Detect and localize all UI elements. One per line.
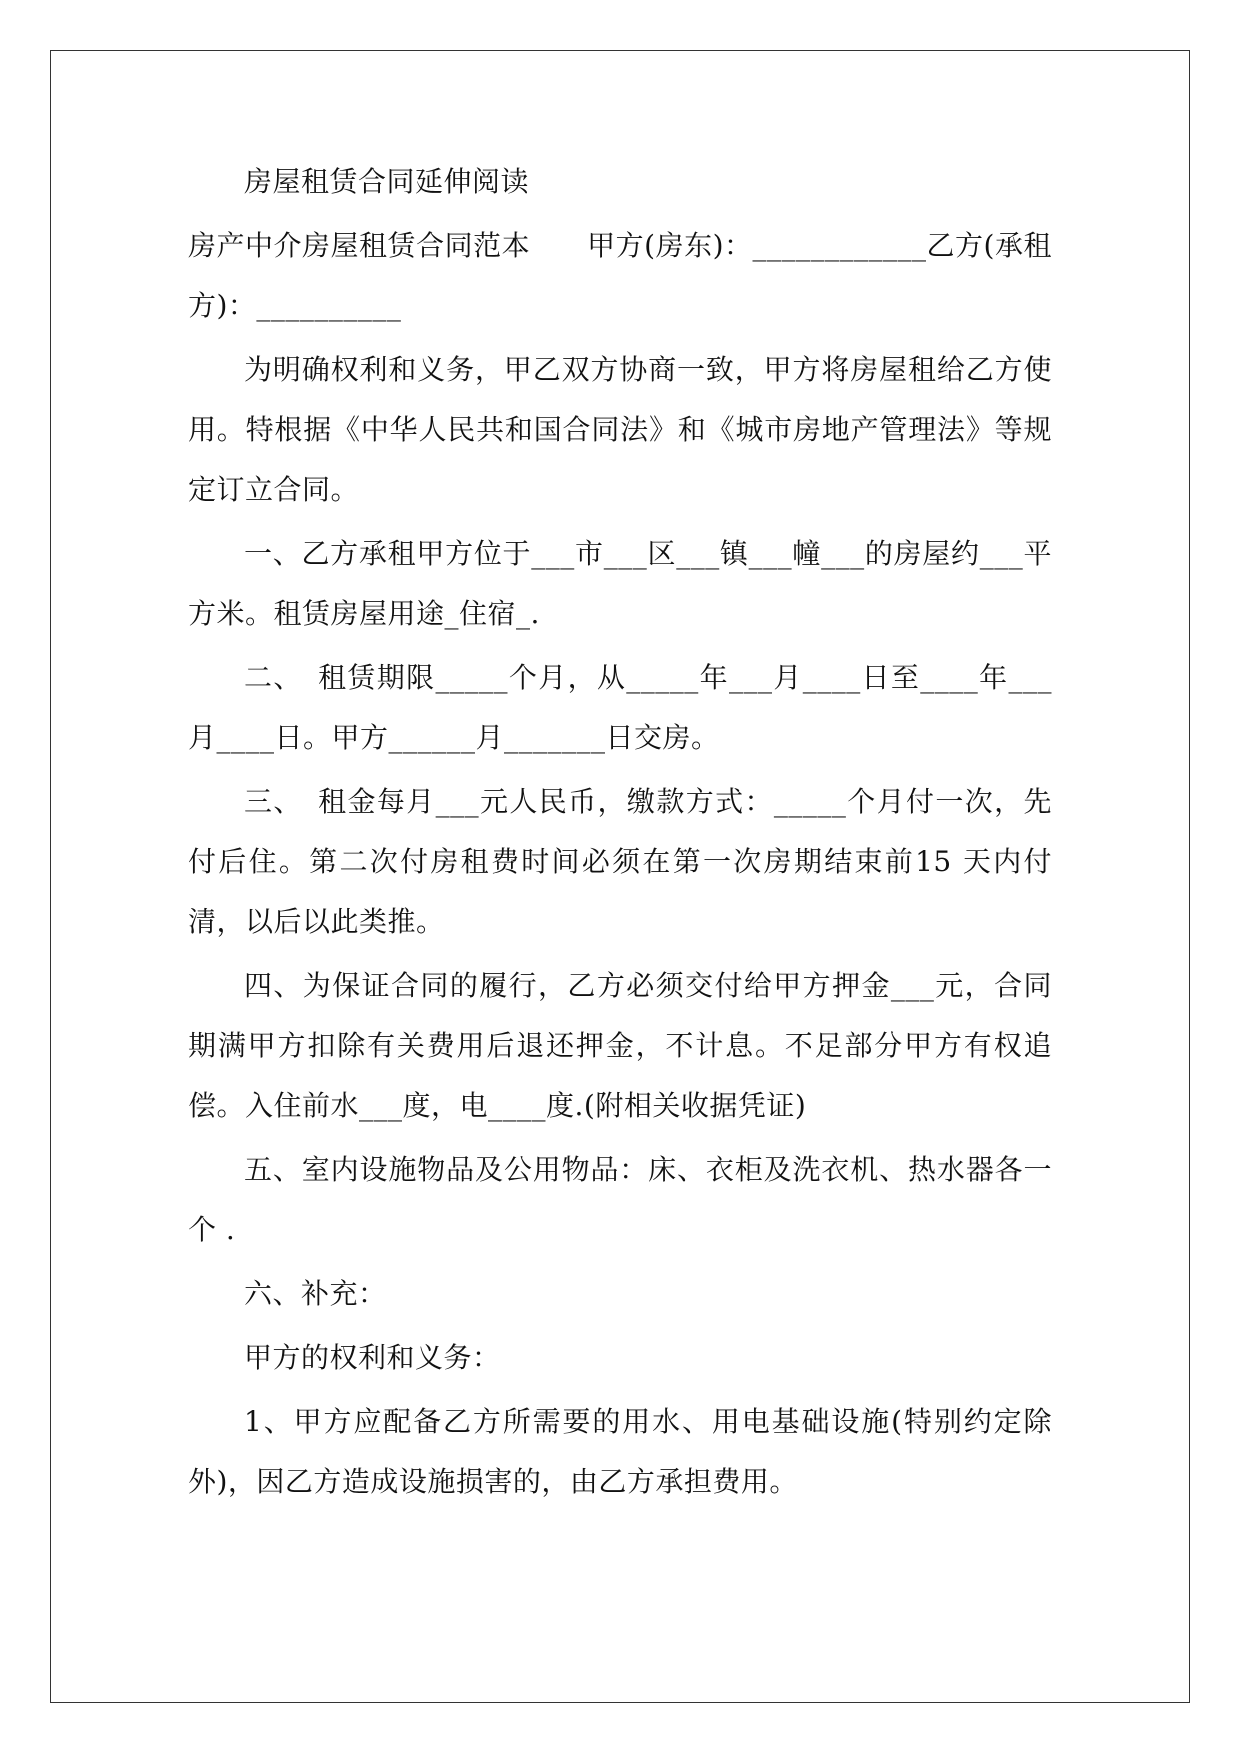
paragraph-clause-2: 二、 租赁期限_____个月，从_____年___月____日至____年___月____日。甲方______月_______日交房。	[188, 661, 1052, 754]
paragraph-preamble: 为明确权利和义务，甲乙双方协商一致，甲方将房屋租给乙方使用。特根据《中华人民共和国合同法》和《城市房地产管理法》等规定订立合同。	[188, 353, 1052, 506]
paragraph-parties: 房产中介房屋租赁合同范本 甲方(房东)：____________乙方(承租方)：__________	[188, 229, 1052, 322]
paragraph-clause-6: 六、补充：	[244, 1277, 387, 1310]
document-body	[188, 152, 1052, 1516]
paragraph-clause-5: 五、室内设施物品及公用物品：床、衣柜及洗衣机、热水器各一个 .	[188, 1153, 1052, 1246]
document-title: 房屋租赁合同延伸阅读	[244, 165, 530, 198]
paragraph-clause-4: 四、为保证合同的履行，乙方必须交付给甲方押金___元，合同期满甲方扣除有关费用后退还押金，不计息。不足部分甲方有权追偿。入住前水___度，电____度.(附相关收据凭证)	[188, 969, 1052, 1122]
paragraph-party-a-item-1: 1、甲方应配备乙方所需要的用水、用电基础设施(特别约定除外)，因乙方造成设施损害的，由乙方承担费用。	[188, 1405, 1052, 1498]
paragraph-clause-3: 三、 租金每月___元人民币，缴款方式：_____个月付一次，先付后住。第二次付房租费时间必须在第一次房期结束前15 天内付清，以后以此类推。	[188, 785, 1052, 938]
paragraph-clause-1: 一、乙方承租甲方位于___市___区___镇___幢___的房屋约___平方米。租赁房屋用途_住宿_.	[188, 537, 1052, 630]
paragraph-party-a-heading: 甲方的权利和义务：	[244, 1341, 501, 1374]
